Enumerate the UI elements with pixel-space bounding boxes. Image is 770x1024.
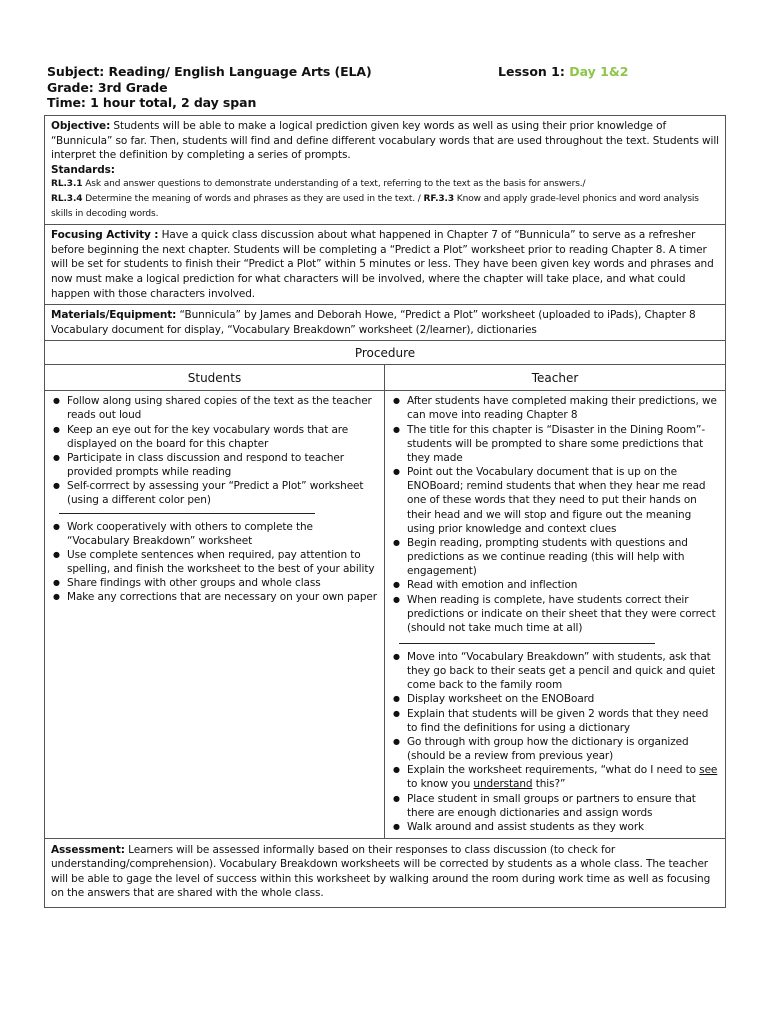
assessment-section <box>45 838 725 907</box>
list-item: ● Walk around and assist students as they work <box>393 820 719 834</box>
standards-label: Standards: <box>51 163 115 176</box>
underlined-word: see <box>699 764 718 777</box>
teacher-day1-list <box>393 394 719 635</box>
grade-line: Grade: 3rd Grade <box>47 79 168 95</box>
materials-label: Materials/Equipment: <box>51 309 177 322</box>
students-column <box>45 365 385 838</box>
list-item: ● Read with emotion and inflection <box>393 578 719 592</box>
list-item: ● Use complete sentences when required, pay attention to spelling, and finish the worksheet to the best of your ability <box>53 548 378 576</box>
list-item: ● Participate in class discussion and respond to teacher provided prompts while reading <box>53 451 378 479</box>
students-day1-list <box>53 394 378 507</box>
list-item: ● Follow along using shared copies of the text as the teacher reads out loud <box>53 394 378 422</box>
teacher-day2-list <box>393 650 719 834</box>
list-item: ● Point out the Vocabulary document that is up on the ENOBoard; remind students that when they hear me read one of these words that they need to put their hands on their head and we will stop and figure out the meaning using prior knowledge and context clues <box>393 465 719 536</box>
teacher-column <box>385 365 725 838</box>
teacher-heading: Teacher <box>385 365 725 391</box>
objective-text: Students will be able to make a logical prediction given key words as well as using their prior knowledge of “Bunnicula” so far. Then, students will find and define different vocabulary words that are used throughout the text. Students will interpret the definition by completing a series of prompts. <box>51 120 719 162</box>
students-day2-list <box>53 520 378 605</box>
standards-text <box>51 177 719 221</box>
lesson-day: Day 1&2 <box>569 64 629 79</box>
day-divider <box>399 643 655 644</box>
list-item: ● Place student in small groups or partners to ensure that there are enough dictionaries and assign words <box>393 792 719 820</box>
standard-code: RL.3.4 <box>51 193 83 204</box>
lesson-number <box>498 64 628 80</box>
objective-label: Objective: <box>51 120 111 132</box>
list-item: ● Self-corrrect by assessing your “Predict a Plot” worksheet (using a different color pen) <box>53 479 378 507</box>
list-item: ● Share findings with other groups and whole class <box>53 576 378 590</box>
list-item: ● Keep an eye out for the key vocabulary words that are displayed on the board for this chapter <box>53 423 378 451</box>
materials-section <box>45 305 725 341</box>
list-item: ● Make any corrections that are necessary on your own paper <box>53 590 378 604</box>
procedure-columns <box>45 365 725 838</box>
focusing-activity-section <box>45 225 725 305</box>
standard-code: RF.3.3 <box>423 193 455 204</box>
assessment-label: Assessment: <box>51 844 125 856</box>
list-item: ● When reading is complete, have students correct their predictions or indicate on their sheet that they were correct (should not take much time at all) <box>393 593 719 635</box>
list-item: ● Move into “Vocabulary Breakdown” with students, ask that they go back to their seats get a pencil and quick and quiet come back to the family room <box>393 650 719 692</box>
list-item: ● The title for this chapter is “Disaster in the Dining Room”- students will be prompted to share some predictions that they made <box>393 423 719 465</box>
standard-code: RL.3.1 <box>51 179 83 190</box>
day-divider <box>59 513 315 514</box>
list-item: ● After students have completed making their predictions, we can move into reading Chapter 8 <box>393 394 719 422</box>
teacher-body <box>385 391 725 838</box>
list-item: ● Go through with group how the dictionary is organized (should be a review from previous year) <box>393 735 719 763</box>
procedure-title: Procedure <box>45 341 725 365</box>
standard-text: Know and apply grade-level phonics and word analysis skills in decoding words. <box>51 193 699 219</box>
objective-section <box>45 116 725 225</box>
underlined-word: understand <box>473 778 533 791</box>
list-item: ● Explain that students will be given 2 words that they need to find the definitions for using a dictionary <box>393 707 719 735</box>
objective-paragraph <box>51 119 719 163</box>
materials-text: “Bunnicula” by James and Deborah Howe, “Predict a Plot” worksheet (uploaded to iPads), Chapter 8 Vocabulary document for display, “Vocabulary Breakdown” worksheet (2/learner), dictionaries <box>51 309 696 336</box>
focusing-text: Have a quick class discussion about what happened in Chapter 7 of “Bunnicula” to serve as a refresher before beginning the next chapter. Students will be completing a “Predict a Plot” worksheet prior to reading Chapter 8. A timer will be set for students to finish their “Predict a Plot” within 5 minutes or less. They have been given key words and phrases and now must make a logical prediction for what characters will be involved, where the chapter will take place, and what could happen with those characters involved. <box>51 229 714 300</box>
list-item: ● Explain the worksheet requirements, “what do I need to see to know you understand this?” <box>393 763 719 791</box>
focusing-label: Focusing Activity : <box>51 229 159 242</box>
lesson-header <box>47 64 727 111</box>
time-line: Time: 1 hour total, 2 day span <box>47 95 257 110</box>
list-item: ● Display worksheet on the ENOBoard <box>393 692 719 706</box>
lesson-label: Lesson 1: <box>498 64 570 79</box>
list-item: ● Begin reading, prompting students with questions and predictions as we continue reading (this will help with engagement) <box>393 536 719 578</box>
list-item: ● Work cooperatively with others to complete the “Vocabulary Breakdown” worksheet <box>53 520 378 548</box>
students-heading: Students <box>45 365 384 391</box>
students-body <box>45 391 384 608</box>
subject-line: Subject: Reading/ English Language Arts (ELA) <box>47 64 372 79</box>
assessment-text: Learners will be assessed informally based on their responses to class discussion (to check for understanding/comprehension). Vocabulary Breakdown worksheets will be corrected by students as a whole class. The teacher will be able to gage the level of success within this worksheet by walking around the room during work time as well as focusing on the answers that are shared with the whole class. <box>51 844 711 900</box>
lesson-plan-table <box>44 115 726 908</box>
standard-text: Determine the meaning of words and phrases as they are used in the text. / <box>82 193 424 204</box>
standard-text: Ask and answer questions to demonstrate understanding of a text, referring to the text as the basis for answers./ <box>82 179 586 190</box>
